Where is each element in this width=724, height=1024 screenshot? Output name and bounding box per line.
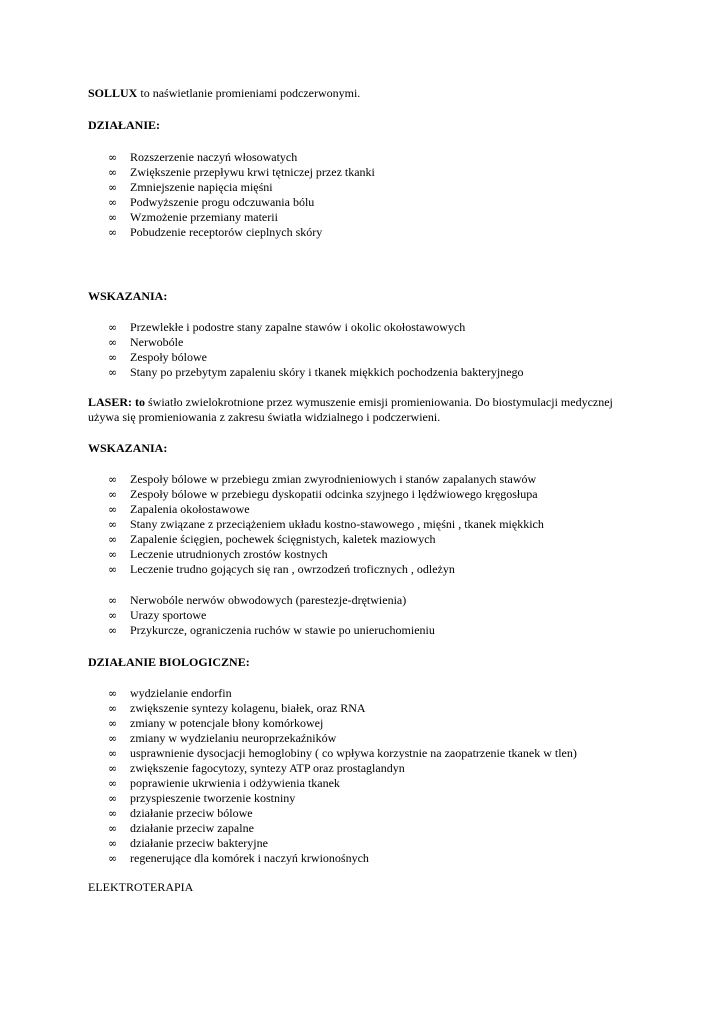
wskazania-laser-list: [108, 472, 544, 577]
wskazania-laser-heading: WSKAZANIA:: [88, 441, 168, 455]
list-item-text: zwiększenie fagocytozy, syntezy ATP oraz prostaglandyn: [130, 761, 405, 775]
infinity-bullet-icon: ∞: [108, 473, 118, 486]
list-item-text: działanie przeciw bakteryjne: [130, 836, 268, 850]
wskazania-sollux-heading: WSKAZANIA:: [88, 289, 168, 303]
list-item: [108, 320, 524, 335]
list-item: [108, 350, 524, 365]
infinity-bullet-icon: ∞: [108, 609, 118, 622]
infinity-bullet-icon: ∞: [108, 807, 118, 820]
infinity-bullet-icon: ∞: [108, 151, 118, 164]
list-item: [108, 731, 577, 746]
infinity-bullet-icon: ∞: [108, 822, 118, 835]
list-item: [108, 210, 375, 225]
infinity-bullet-icon: ∞: [108, 488, 118, 501]
list-item-text: Stany związane z przeciążeniem układu kostno-stawowego , mięśni , tkanek miękkich: [130, 517, 544, 531]
list-item-text: działanie przeciw bólowe: [130, 806, 253, 820]
list-item: [108, 547, 544, 562]
infinity-bullet-icon: ∞: [108, 321, 118, 334]
dzialanie-biologiczne-heading: DZIAŁANIE BIOLOGICZNE:: [88, 655, 250, 669]
list-item-text: Podwyższenie progu odczuwania bólu: [130, 195, 315, 209]
list-item: [108, 195, 375, 210]
list-item: [108, 746, 577, 761]
list-item: [108, 821, 577, 836]
list-item-text: Zapalenia okołostawowe: [130, 502, 250, 516]
list-item: [108, 165, 375, 180]
infinity-bullet-icon: ∞: [108, 837, 118, 850]
infinity-bullet-icon: ∞: [108, 792, 118, 805]
infinity-bullet-icon: ∞: [108, 732, 118, 745]
list-item: [108, 836, 577, 851]
infinity-bullet-icon: ∞: [108, 594, 118, 607]
list-item: [108, 532, 544, 547]
infinity-bullet-icon: ∞: [108, 196, 118, 209]
list-item-text: Nerwobóle: [130, 335, 184, 349]
list-item-text: działanie przeciw zapalne: [130, 821, 254, 835]
list-item-text: Zapalenie ścięgien, pochewek ścięgnistych, kaletek maziowych: [130, 532, 436, 546]
infinity-bullet-icon: ∞: [108, 518, 118, 531]
infinity-bullet-icon: ∞: [108, 226, 118, 239]
list-item-text: Stany po przebytym zapaleniu skóry i tkanek miękkich pochodzenia bakteryjnego: [130, 365, 524, 379]
infinity-bullet-icon: ∞: [108, 762, 118, 775]
list-item-text: Zespoły bólowe w przebiegu zmian zwyrodnieniowych i stanów zapalanych stawów: [130, 472, 537, 486]
infinity-bullet-icon: ∞: [108, 166, 118, 179]
infinity-bullet-icon: ∞: [108, 548, 118, 561]
infinity-bullet-icon: ∞: [108, 852, 118, 865]
list-item-text: Urazy sportowe: [130, 608, 207, 622]
list-item-text: Przykurcze, ograniczenia ruchów w stawie po unieruchomieniu: [130, 623, 435, 637]
list-item: [108, 472, 544, 487]
laser-term: LASER: to: [88, 395, 146, 409]
list-item-text: Wzmożenie przemiany materii: [130, 210, 278, 224]
infinity-bullet-icon: ∞: [108, 181, 118, 194]
infinity-bullet-icon: ∞: [108, 687, 118, 700]
list-item: [108, 791, 577, 806]
laser-definition-text: światło zwielokrotnione przez wymuszenie emisji promieniowania. Do biostymulacji medycznej używa się promieniowania z zakresu światła widzialnego i podczerwieni.: [88, 395, 613, 424]
list-item-text: wydzielanie endorfin: [130, 686, 232, 700]
elektroterapia-label: ELEKTROTERAPIA: [88, 880, 194, 894]
list-item-text: Zwiększenie przepływu krwi tętniczej przez tkanki: [130, 165, 375, 179]
dzialanie-list: [108, 150, 375, 240]
infinity-bullet-icon: ∞: [108, 777, 118, 790]
list-item-text: regenerujące dla komórek i naczyń krwionośnych: [130, 851, 369, 865]
list-item: [108, 502, 544, 517]
list-item-text: Przewlekłe i podostre stany zapalne stawów i okolic okołostawowych: [130, 320, 466, 334]
list-item: [108, 776, 577, 791]
list-item: [108, 487, 544, 502]
infinity-bullet-icon: ∞: [108, 336, 118, 349]
list-item: [108, 761, 577, 776]
list-item: [108, 517, 544, 532]
sollux-term: SOLLUX: [88, 86, 138, 100]
list-item: [108, 851, 577, 866]
infinity-bullet-icon: ∞: [108, 747, 118, 760]
list-item: [108, 335, 524, 350]
list-item: [108, 608, 435, 623]
sollux-definition: [88, 86, 648, 101]
infinity-bullet-icon: ∞: [108, 503, 118, 516]
list-item: [108, 225, 375, 240]
infinity-bullet-icon: ∞: [108, 624, 118, 637]
infinity-bullet-icon: ∞: [108, 563, 118, 576]
dzialanie-heading: DZIAŁANIE:: [88, 118, 161, 132]
list-item-text: zmiany w potencjale błony komórkowej: [130, 716, 324, 730]
list-item-text: poprawienie ukrwienia i odżywienia tkanek: [130, 776, 340, 790]
list-item-text: Zmniejszenie napięcia mięśni: [130, 180, 273, 194]
list-item-text: Zespoły bólowe w przebiegu dyskopatii odcinka szyjnego i lędźwiowego kręgosłupa: [130, 487, 538, 501]
list-item: [108, 593, 435, 608]
list-item: [108, 686, 577, 701]
list-item-text: przyspieszenie tworzenie kostniny: [130, 791, 296, 805]
list-item: [108, 150, 375, 165]
list-item-text: zwiększenie syntezy kolagenu, białek, oraz RNA: [130, 701, 366, 715]
list-item-text: Rozszerzenie naczyń włosowatych: [130, 150, 298, 164]
infinity-bullet-icon: ∞: [108, 533, 118, 546]
infinity-bullet-icon: ∞: [108, 366, 118, 379]
infinity-bullet-icon: ∞: [108, 211, 118, 224]
infinity-bullet-icon: ∞: [108, 351, 118, 364]
laser-definition: [88, 395, 636, 425]
list-item: [108, 716, 577, 731]
list-item: [108, 180, 375, 195]
list-item: [108, 701, 577, 716]
list-item-text: zmiany w wydzielaniu neuroprzekaźników: [130, 731, 337, 745]
list-item-text: Zespoły bólowe: [130, 350, 207, 364]
list-item-text: Leczenie trudno gojących się ran , owrzodzeń troficznych , odleżyn: [130, 562, 455, 576]
sollux-definition-text: to naświetlanie promieniami podczerwonymi.: [137, 86, 361, 100]
wskazania-laser-extra-list: [108, 593, 435, 638]
list-item-text: Nerwobóle nerwów obwodowych (parestezje-drętwienia): [130, 593, 407, 607]
list-item: [108, 623, 435, 638]
dzialanie-biologiczne-list: [108, 686, 577, 866]
list-item-text: Pobudzenie receptorów cieplnych skóry: [130, 225, 323, 239]
list-item-text: usprawnienie dysocjacji hemoglobiny ( co wpływa korzystnie na zaopatrzenie tkanek w tlen): [130, 746, 577, 760]
wskazania-sollux-list: [108, 320, 524, 380]
list-item: [108, 365, 524, 380]
infinity-bullet-icon: ∞: [108, 717, 118, 730]
infinity-bullet-icon: ∞: [108, 702, 118, 715]
list-item-text: Leczenie utrudnionych zrostów kostnych: [130, 547, 328, 561]
list-item: [108, 562, 544, 577]
list-item: [108, 806, 577, 821]
